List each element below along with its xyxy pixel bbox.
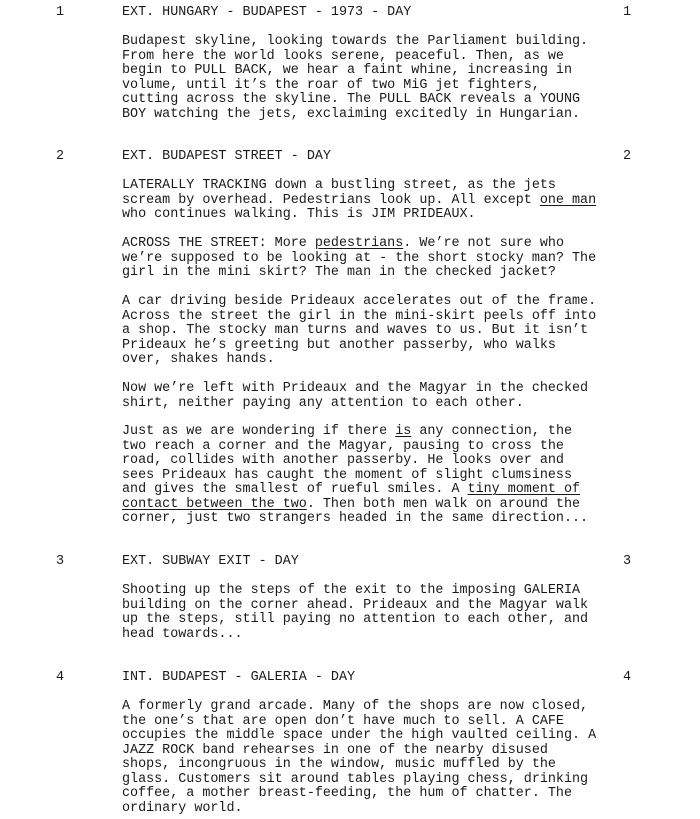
action-paragraph — [122, 295, 632, 368]
text-segment: any connection, the — [411, 424, 573, 439]
paragraph-line — [122, 584, 632, 599]
text-segment: building on the corner ahead. Prideaux and the Magyar walk — [122, 597, 589, 613]
text-segment: BOY watching the jets, exclaiming excitedly in Hungarian. — [122, 106, 581, 122]
text-segment: over, shakes hands. — [122, 352, 275, 367]
scene-number-left: 2 — [56, 149, 65, 164]
scene-number-left: 4 — [56, 670, 65, 685]
paragraph-line — [122, 295, 632, 310]
action-paragraph — [122, 382, 632, 411]
paragraph-line — [122, 744, 632, 759]
paragraph-line — [122, 628, 632, 643]
text-segment: coffee, a mother breast-feeding, the hum of chatter. The — [122, 786, 572, 801]
text-segment: shirt, neither paying any attention to each other. — [122, 395, 524, 411]
text-segment: two reach a corner and the Magyar, pausing to cross the — [122, 438, 564, 454]
text-segment: cutting across the skyline. The PULL BACK reveals a YOUNG — [122, 92, 581, 107]
paragraph-line — [122, 512, 632, 527]
paragraph-line — [122, 324, 632, 339]
underlined-text: contact between the two — [122, 496, 307, 512]
paragraph-line — [122, 179, 632, 194]
text-segment: Prideaux he’s greeting but another passerby, who walks — [122, 337, 556, 353]
paragraph-line — [122, 715, 632, 730]
paragraph-line — [122, 613, 632, 628]
paragraph-line — [122, 237, 632, 252]
paragraph-line — [122, 802, 632, 817]
text-segment: begin to PULL BACK, we hear a faint whine, increasing in — [122, 63, 572, 78]
paragraph-line — [122, 599, 632, 614]
paragraph-line — [122, 353, 632, 368]
text-segment: Shooting up the steps of the exit to the imposing GALERIA — [122, 583, 581, 598]
text-segment: volume, until it’s the roar of two MiG jet fighters, — [122, 77, 540, 93]
paragraph-line — [122, 440, 632, 455]
text-segment: ACROSS THE STREET: More — [122, 236, 315, 251]
paragraph-line — [122, 339, 632, 354]
text-segment: girl in the mini skirt? The man in the checked jacket? — [122, 265, 556, 280]
text-segment: . We’re not sure who — [403, 236, 564, 251]
scene-heading: EXT. BUDAPEST STREET - DAY — [122, 149, 331, 164]
text-segment: . Then both men walk on around the — [306, 496, 581, 512]
paragraph-line — [122, 208, 632, 223]
scene-number-right: 3 — [623, 554, 632, 569]
paragraph-line — [122, 50, 632, 65]
paragraph-line — [122, 35, 632, 50]
paragraph-line — [122, 425, 632, 440]
action-paragraph — [122, 700, 632, 816]
paragraph-line — [122, 729, 632, 744]
text-segment: sees Prideaux has caught the moment of slight clumsiness — [122, 467, 572, 483]
text-segment: the one’s that are open don’t have much to sell. A CAFE — [122, 713, 564, 729]
paragraph-line — [122, 310, 632, 325]
text-segment: LATERALLY TRACKING down a bustling street, as the jets — [122, 178, 556, 193]
paragraph-line — [122, 382, 632, 397]
scene-heading: INT. BUDAPEST - GALERIA - DAY — [122, 670, 356, 685]
text-segment: corner, just two strangers headed in the same direction... — [122, 511, 589, 526]
text-segment: JAZZ ROCK band rehearses in one of the nearby disused — [122, 742, 548, 758]
text-segment: scream by overhead. Pedestrians look up. All except — [122, 192, 540, 208]
text-segment: road, collides with another passerby. He looks over and — [122, 453, 564, 468]
text-segment: ordinary world. — [122, 800, 243, 816]
text-segment: who continues walking. This is JIM PRIDEAUX. — [122, 207, 476, 222]
action-paragraph — [122, 584, 632, 642]
scene-number-left: 1 — [56, 5, 65, 20]
underlined-text: pedestrians — [314, 236, 404, 251]
paragraph-line — [122, 498, 632, 513]
paragraph-line — [122, 252, 632, 267]
paragraph-line — [122, 758, 632, 773]
text-segment: A car driving beside Prideaux accelerates out of the frame. — [122, 294, 597, 309]
paragraph-line — [122, 483, 632, 498]
text-segment: Budapest skyline, looking towards the Parliament building. — [122, 34, 589, 49]
paragraph-line — [122, 454, 632, 469]
text-segment: Just as we are wondering if there — [122, 424, 396, 439]
action-paragraph — [122, 35, 632, 122]
paragraph-line — [122, 700, 632, 715]
paragraph-line — [122, 773, 632, 788]
action-paragraph — [122, 425, 632, 527]
scene-number-right: 1 — [623, 5, 632, 20]
scene-number-right: 2 — [623, 149, 632, 164]
text-segment: we’re supposed to be looking at - the short stocky man? The — [122, 250, 597, 266]
text-segment: Across the street the girl in the mini-skirt peels off into — [122, 308, 597, 324]
paragraph-line — [122, 79, 632, 94]
text-segment: up the steps, still paying no attention to each other, and — [122, 612, 589, 627]
underlined-text: one man — [539, 192, 597, 208]
paragraph-line — [122, 64, 632, 79]
paragraph-line — [122, 108, 632, 123]
text-segment: From here the world looks serene, peaceful. Then, as we — [122, 48, 564, 64]
text-segment: Now we’re left with Prideaux and the Magyar in the checked — [122, 381, 589, 396]
underlined-text: tiny moment of — [467, 482, 581, 497]
paragraph-line — [122, 93, 632, 108]
scene-heading: EXT. SUBWAY EXIT - DAY — [122, 554, 299, 569]
text-segment: A formerly grand arcade. Many of the shops are now closed, — [122, 699, 589, 714]
action-paragraph — [122, 179, 632, 223]
text-segment: shops, incongruous in the window, music muffled by the — [122, 757, 556, 772]
text-segment: occupies the middle space under the high vaulted ceiling. A — [122, 728, 597, 743]
scene-number-left: 3 — [56, 554, 65, 569]
paragraph-line — [122, 397, 632, 412]
scene-heading: EXT. HUNGARY - BUDAPEST - 1973 - DAY — [122, 5, 412, 20]
text-segment: a shop. The stocky man turns and waves to us. But it isn’t — [122, 323, 589, 338]
text-segment: glass. Customers sit around tables playing chess, drinking — [122, 771, 589, 787]
paragraph-line — [122, 787, 632, 802]
action-paragraph — [122, 237, 632, 281]
paragraph-line — [122, 266, 632, 281]
scene-number-right: 4 — [623, 670, 632, 685]
paragraph-line — [122, 194, 632, 209]
paragraph-line — [122, 469, 632, 484]
underlined-text: is — [395, 424, 412, 439]
text-segment: and gives the smallest of rueful smiles. A — [122, 482, 468, 497]
text-segment: head towards... — [122, 626, 243, 642]
